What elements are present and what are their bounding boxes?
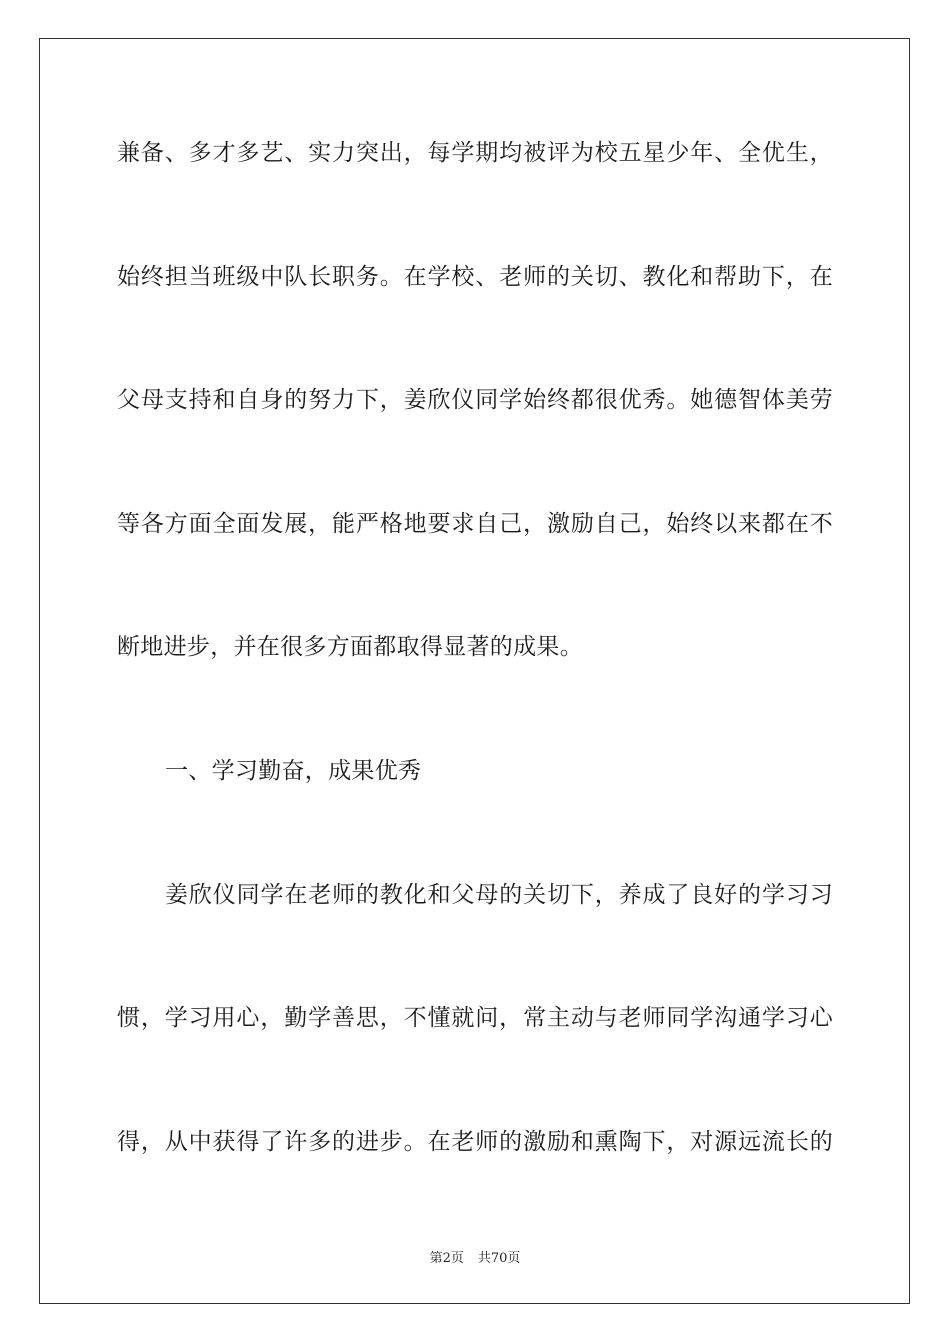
body-line-1: 兼备、多才多艺、实力突出，每学期均被评为校五星少年、全优生， bbox=[117, 140, 833, 166]
body-line-8: 惯，学习用心，勤学善思，不懂就问，常主动与老师同学沟通学习心 bbox=[117, 1005, 833, 1031]
section-heading: 一、学习勤奋，成果优秀 bbox=[165, 758, 422, 784]
body-line-4: 等各方面全面发展，能严格地要求自己，激励自己，始终以来都在不 bbox=[117, 511, 833, 537]
page-number: 第2页 bbox=[429, 1251, 464, 1266]
body-line-7: 姜欣仪同学在老师的教化和父母的关切下，养成了良好的学习习 bbox=[165, 882, 833, 908]
body-line-2: 始终担当班级中队长职务。在学校、老师的关切、教化和帮助下，在 bbox=[117, 264, 833, 290]
page-footer bbox=[0, 1247, 950, 1266]
body-line-3: 父母支持和自身的努力下，姜欣仪同学始终都很优秀。她德智体美劳 bbox=[117, 387, 833, 413]
body-line-9: 得，从中获得了许多的进步。在老师的激励和熏陶下，对源远流长的 bbox=[117, 1129, 833, 1155]
page-total: 共70页 bbox=[477, 1251, 521, 1266]
body-line-5: 断地进步，并在很多方面都取得显著的成果。 bbox=[117, 634, 583, 660]
page-border bbox=[39, 38, 910, 1304]
